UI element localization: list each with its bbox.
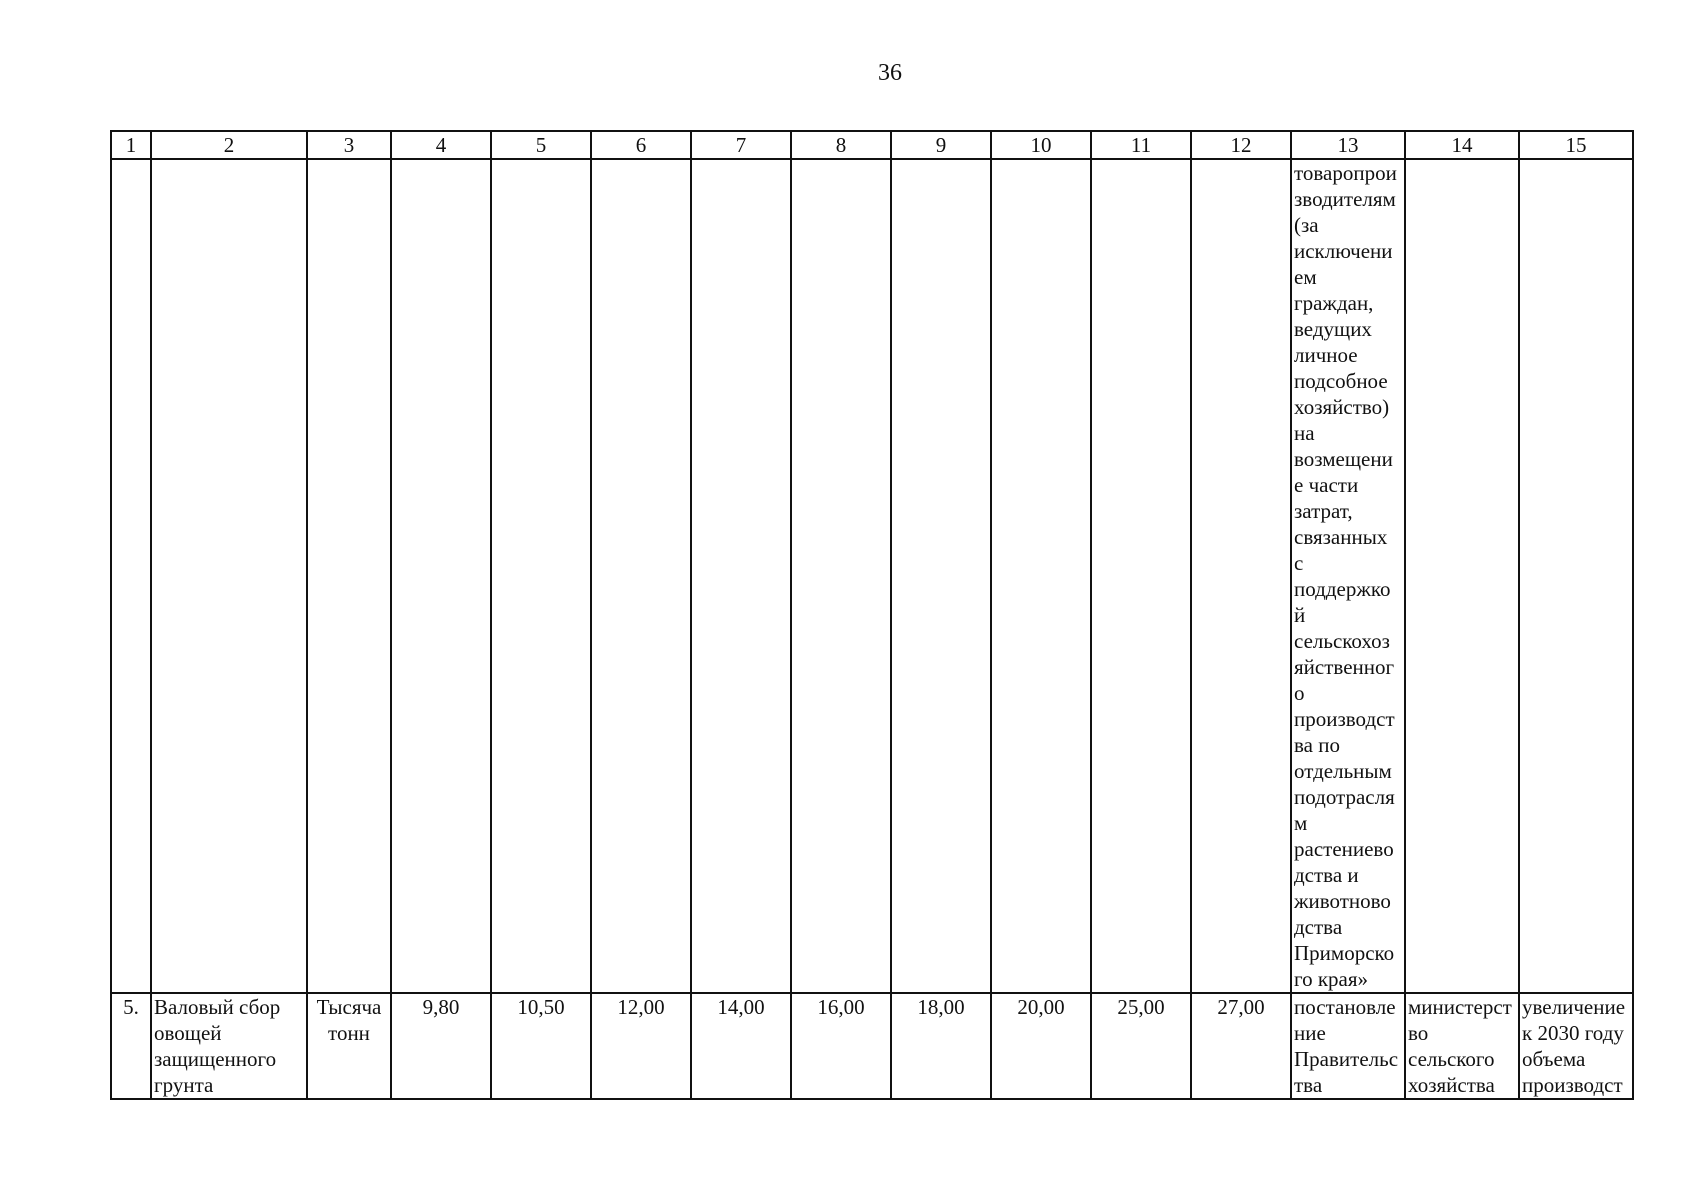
text-line: зводителям bbox=[1294, 187, 1396, 211]
header-cell-1: 1 bbox=[111, 131, 151, 159]
empty-cell bbox=[1519, 159, 1633, 993]
header-cell-10: 10 bbox=[991, 131, 1091, 159]
text-line: й bbox=[1294, 603, 1306, 627]
text-line: го края» bbox=[1294, 967, 1369, 991]
header-cell-14: 14 bbox=[1405, 131, 1519, 159]
indicator-table bbox=[110, 130, 1634, 1100]
value-cell: 14,00 bbox=[691, 993, 791, 1099]
text-line: тва bbox=[1294, 1073, 1323, 1097]
indicator-name-cell bbox=[151, 993, 307, 1099]
empty-cell bbox=[391, 159, 491, 993]
text-line: грунта bbox=[154, 1073, 214, 1097]
header-cell-7: 7 bbox=[691, 131, 791, 159]
header-cell-2: 2 bbox=[151, 131, 307, 159]
document-cell bbox=[1291, 993, 1405, 1099]
text-line: ведущих bbox=[1294, 317, 1372, 341]
value-cell: 12,00 bbox=[591, 993, 691, 1099]
value-cell: 18,00 bbox=[891, 993, 991, 1099]
text-line: увеличение bbox=[1522, 995, 1626, 1019]
value-cell: 20,00 bbox=[991, 993, 1091, 1099]
text-line: постановле bbox=[1294, 995, 1396, 1019]
empty-cell bbox=[691, 159, 791, 993]
text-line: растениево bbox=[1294, 837, 1394, 861]
text-line: министерст bbox=[1408, 995, 1512, 1019]
text-line: дства и bbox=[1294, 863, 1359, 887]
header-cell-12: 12 bbox=[1191, 131, 1291, 159]
text-line: дства bbox=[1294, 915, 1343, 939]
text-line: хозяйство) bbox=[1294, 395, 1390, 419]
text-line: на bbox=[1294, 421, 1315, 445]
value-cell: 25,00 bbox=[1091, 993, 1191, 1099]
result-cell bbox=[1519, 993, 1633, 1099]
empty-cell bbox=[491, 159, 591, 993]
header-cell-9: 9 bbox=[891, 131, 991, 159]
header-cell-6: 6 bbox=[591, 131, 691, 159]
text-line: м bbox=[1294, 811, 1308, 835]
table-row-5 bbox=[111, 993, 1633, 1099]
empty-cell bbox=[891, 159, 991, 993]
text-line: товаропрои bbox=[1294, 161, 1397, 185]
unit-cell bbox=[307, 993, 391, 1099]
responsible-cell bbox=[1405, 993, 1519, 1099]
value-cell: 16,00 bbox=[791, 993, 891, 1099]
empty-cell bbox=[1191, 159, 1291, 993]
header-cell-4: 4 bbox=[391, 131, 491, 159]
text-line: ние bbox=[1294, 1021, 1326, 1045]
empty-cell bbox=[151, 159, 307, 993]
text-line: ва по bbox=[1294, 733, 1340, 757]
header-cell-8: 8 bbox=[791, 131, 891, 159]
empty-cell bbox=[1405, 159, 1519, 993]
continuation-document-cell bbox=[1291, 159, 1405, 993]
text-line: затрат, bbox=[1294, 499, 1353, 523]
text-line: производст bbox=[1522, 1073, 1623, 1097]
value-cell: 9,80 bbox=[391, 993, 491, 1099]
text-line: связанных bbox=[1294, 525, 1388, 549]
text-line: граждан, bbox=[1294, 291, 1374, 315]
row-index-cell: 5. bbox=[111, 993, 151, 1099]
empty-cell bbox=[591, 159, 691, 993]
text-line: производст bbox=[1294, 707, 1395, 731]
header-cell-13: 13 bbox=[1291, 131, 1405, 159]
text-line: поддержко bbox=[1294, 577, 1391, 601]
empty-cell bbox=[307, 159, 391, 993]
text-line: хозяйства bbox=[1408, 1073, 1495, 1097]
header-cell-11: 11 bbox=[1091, 131, 1191, 159]
text-line: тонн bbox=[328, 1021, 370, 1045]
page-number: 36 bbox=[878, 60, 902, 86]
text-line: ем bbox=[1294, 265, 1317, 289]
text-line: подотрасля bbox=[1294, 785, 1395, 809]
text-line: Правительс bbox=[1294, 1047, 1399, 1071]
text-line: Валовый сбор bbox=[154, 995, 281, 1019]
text-line: с bbox=[1294, 551, 1304, 575]
text-line: к 2030 году bbox=[1522, 1021, 1624, 1045]
empty-cell bbox=[791, 159, 891, 993]
text-line: личное bbox=[1294, 343, 1358, 367]
text-line: о bbox=[1294, 681, 1305, 705]
header-cell-5: 5 bbox=[491, 131, 591, 159]
value-cell: 10,50 bbox=[491, 993, 591, 1099]
text-line: (за bbox=[1294, 213, 1319, 237]
text-line: сельского bbox=[1408, 1047, 1495, 1071]
text-line: овощей bbox=[154, 1021, 222, 1045]
header-row bbox=[111, 131, 1633, 159]
text-line: Приморско bbox=[1294, 941, 1395, 965]
text-line: объема bbox=[1522, 1047, 1586, 1071]
text-line: е части bbox=[1294, 473, 1359, 497]
empty-cell bbox=[991, 159, 1091, 993]
text-line: возмещени bbox=[1294, 447, 1393, 471]
text-line: во bbox=[1408, 1021, 1429, 1045]
text-line: животново bbox=[1294, 889, 1391, 913]
text-line: яйственног bbox=[1294, 655, 1395, 679]
header-cell-15: 15 bbox=[1519, 131, 1633, 159]
text-line: защищенного bbox=[154, 1047, 277, 1071]
continuation-row bbox=[111, 159, 1633, 993]
text-line: подсобное bbox=[1294, 369, 1388, 393]
text-line: исключени bbox=[1294, 239, 1393, 263]
empty-cell bbox=[1091, 159, 1191, 993]
value-cell: 27,00 bbox=[1191, 993, 1291, 1099]
text-line: Тысяча bbox=[316, 995, 382, 1019]
empty-cell bbox=[111, 159, 151, 993]
text-line: отдельным bbox=[1294, 759, 1392, 783]
header-cell-3: 3 bbox=[307, 131, 391, 159]
text-line: сельскохоз bbox=[1294, 629, 1390, 653]
